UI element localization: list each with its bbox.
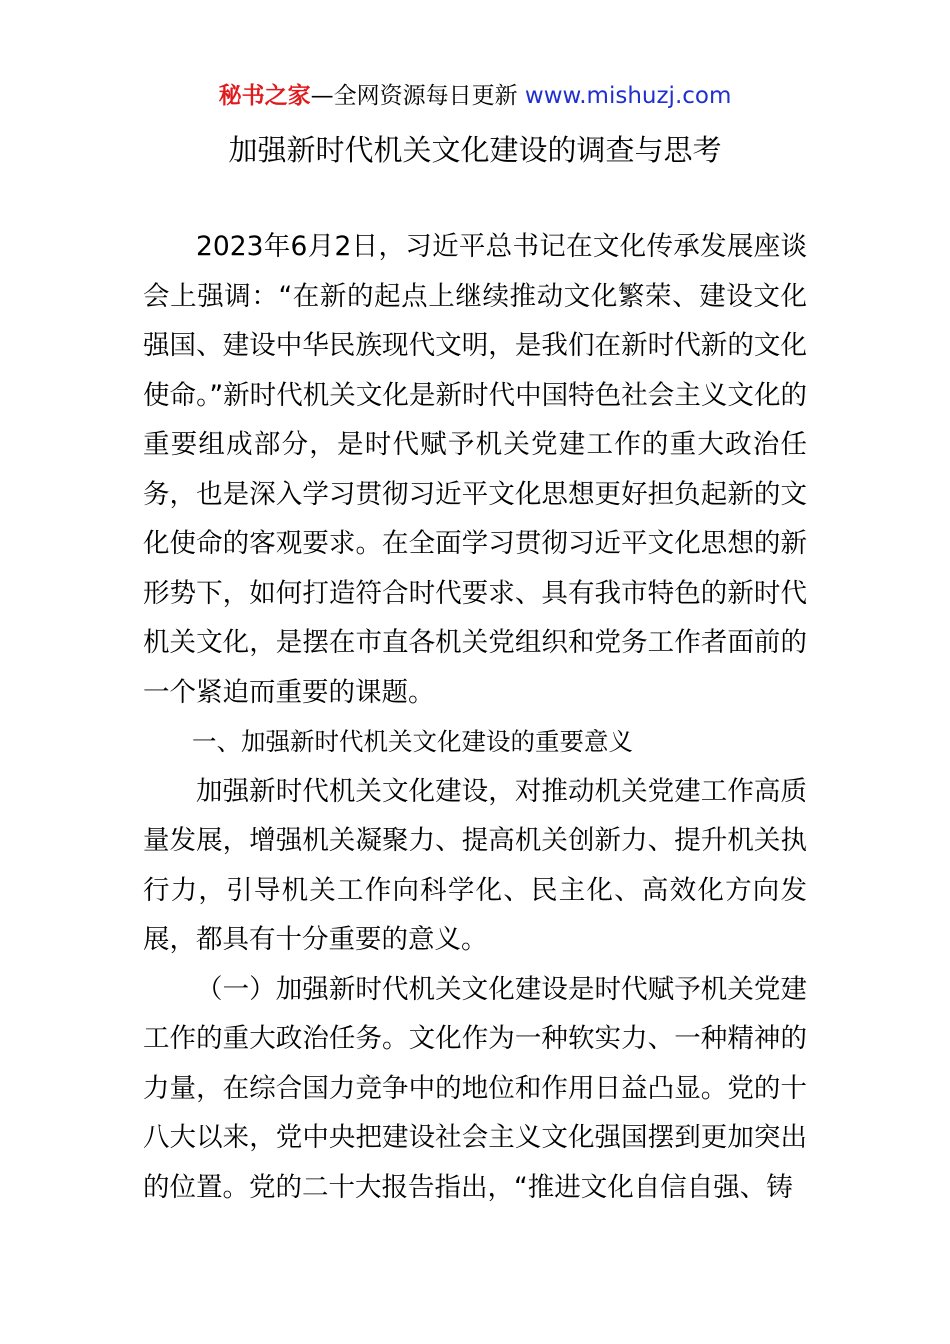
paragraph-intro: 2023年6月2日，习近平总书记在文化传承发展座谈会上强调：“在新的起点上继续推动文化繁荣、建设文化强国、建设中华民族现代文明，是我们在新时代新的文化使命。”新时代机关文化是新时代中国特色社会主义文化的重要组成部分，是时代赋予机关党建工作的重大政治任务，也是深入学习贯彻习近平文化思想更好担负起新的文化使命的客观要求。在全面学习贯彻习近平文化思想的新形势下，如何打造符合时代要求、具有我市特色的新时代机关文化，是摆在市直各机关党组织和党务工作者面前的一个紧迫而重要的课题。 [143,231,807,708]
site-brand-name: 秘书之家 [218,83,311,109]
site-tagline: —全网资源每日更新 [310,83,525,109]
document-body [143,222,807,1212]
paragraph-significance: 加强新时代机关文化建设，对推动机关党建工作高质量发展，增强机关凝聚力、提高机关创新力、提升机关执行力，引导机关工作向科学化、民主化、高效化方向发展，都具有十分重要的意义。 [143,775,807,955]
section-heading-1: 一、加强新时代机关文化建设的重要意义 [192,727,633,756]
site-header [0,78,950,114]
paragraph-subsection-1: （一）加强新时代机关文化建设是时代赋予机关党建工作的重大政治任务。文化作为一种软实力、一种精神的力量，在综合国力竞争中的地位和作用日益凸显。党的十八大以来，党中央把建设社会主义文化强国摆到更加突出的位置。党的二十大报告指出，“推进文化自信自强、铸 [143,973,807,1203]
site-url-link[interactable]: www.mishuzj.com [524,83,732,109]
document-title: 加强新时代机关文化建设的调查与思考 [228,133,722,167]
